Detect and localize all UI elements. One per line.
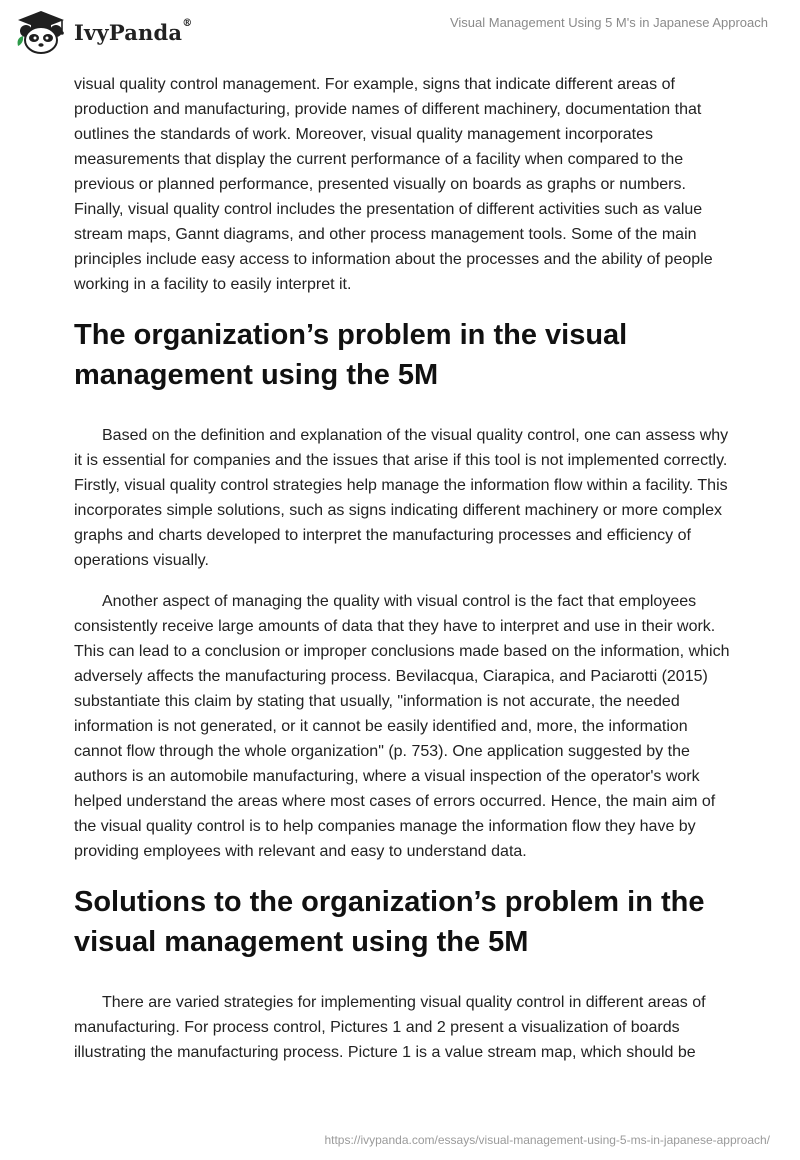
essay-content <box>74 72 730 1081</box>
paragraph-problem-1: Based on the definition and explanation of the visual quality control, one can assess why it is essential for companies and the issues that arise if this tool is not implemented correctly. Firstly, visual quality control strategies help manage the information flow within a facility. This incorporates simple solutions, such as signs indicating different machinery or more complex graphs and charts developed to interpret the manufacturing processes and efficiency of operations visually. <box>74 427 729 569</box>
ivypanda-logo[interactable] <box>14 8 192 56</box>
panda-graduate-icon <box>14 8 68 56</box>
source-url-link[interactable]: https://ivypanda.com/essays/visual-management-using-5-ms-in-japanese-approach/ <box>324 1133 770 1147</box>
section-heading-problem: The organization’s problem in the visual management using the 5M <box>74 319 628 391</box>
paragraph-problem-2: Another aspect of managing the quality with visual control is the fact that employees consistently receive large amounts of data that they have to interpret and use in their work. This can lead to a conclusion or improper conclusions made based on the information, which adversely affects the manufacturing process. Bevilacqua, Ciarapica, and Paciarotti (2015) substantiate this claim by stating that usually, "information is not accurate, the needed information is not generated, or it cannot be easily identified and, more, the information cannot flow through the whole organization" (p. 753). One application suggested by the authors is an automobile manufacturing, where a visual inspection of the operator's work helped understand the areas where most cases of errors occurred. Hence, the main aim of the visual quality control is to help companies manage the information flow they have by providing employees with relevant and easy to understand data. <box>74 593 730 860</box>
logo-wordmark: IvyPanda® <box>74 17 193 45</box>
section-heading-solutions: Solutions to the organization’s problem in the visual management using the 5M <box>74 886 705 958</box>
page-header <box>0 0 800 62</box>
paragraph-intro-continued: visual quality control management. For example, signs that indicate different areas of production and manufacturing, provide names of different machinery, documentation that outlines the standards of work. Moreover, visual quality management incorporates measurements that display the current performance of a facility when compared to the previous or planned performance, presented visually on boards as graphs or numbers. Finally, visual quality control includes the presentation of different activities such as value stream maps, Gannt diagrams, and other process management tools. Some of the main principles include easy access to information about the processes and the ability of people working in a facility to easily interpret it. <box>74 76 713 293</box>
registered-mark: ® <box>182 17 193 29</box>
paragraph-solutions-1: There are varied strategies for implementing visual quality control in different areas of manufacturing. For process control, Pictures 1 and 2 present a visualization of boards illustrating the manufacturing process. Picture 1 is a value stream map, which should be <box>74 994 706 1061</box>
document-title: Visual Management Using 5 M's in Japanese Approach <box>449 15 768 30</box>
